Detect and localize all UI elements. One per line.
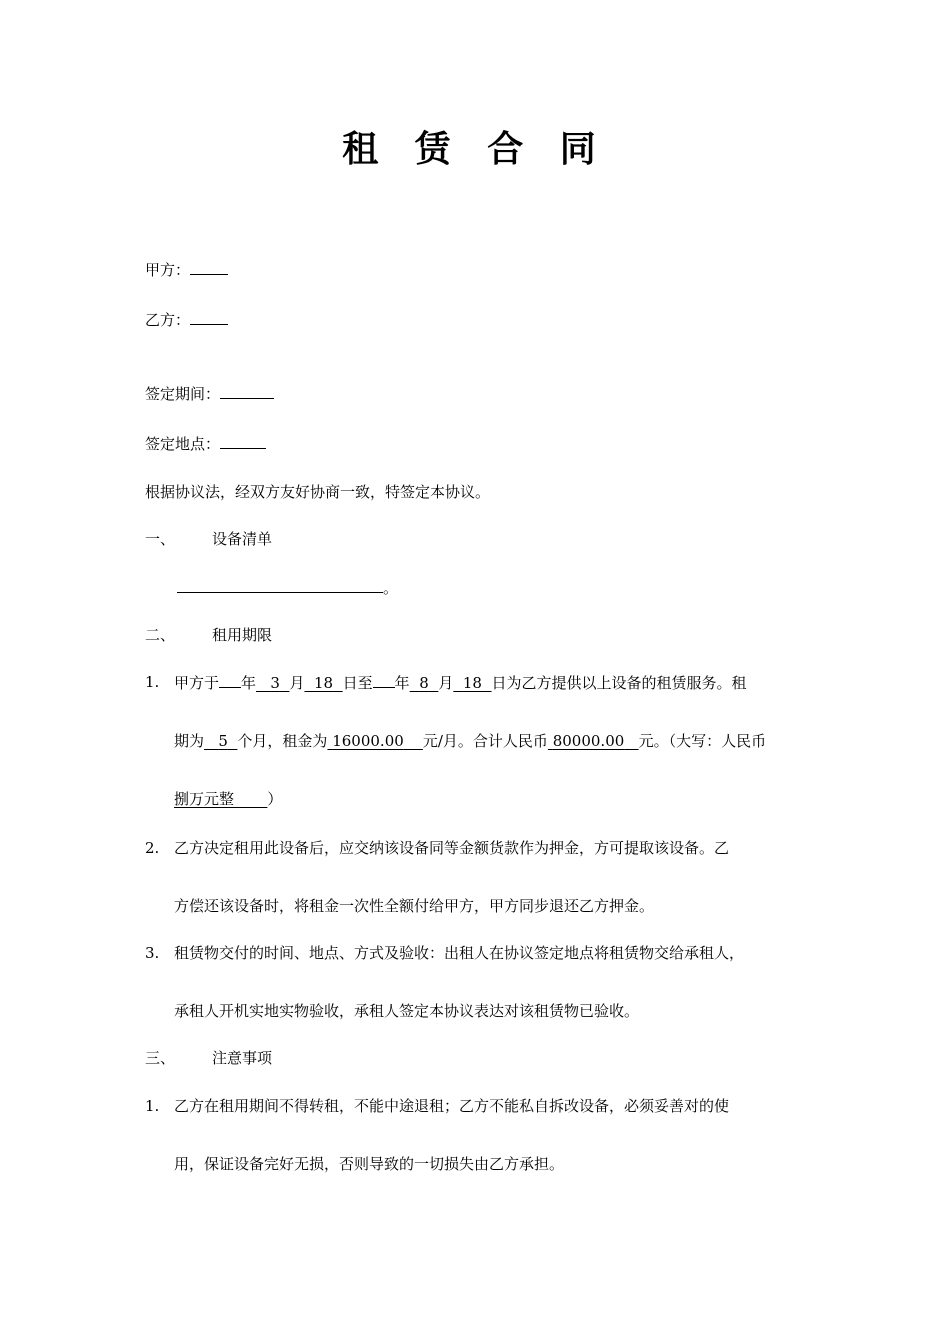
section-title: 设备清单 [212, 530, 273, 548]
term-t1: 甲方于 [174, 674, 220, 692]
term-t6: 元。（大写：人民币 [638, 732, 767, 750]
party-a-blank[interactable] [190, 258, 228, 275]
total-words-value [174, 790, 267, 808]
section-number: 一、 [145, 530, 176, 548]
year1-blank[interactable] [219, 671, 241, 688]
intro-text: 根据协议法，经双方友好协商一致，特签定本协议。 [145, 483, 491, 501]
month1-value [256, 674, 289, 692]
months-number: 5 [218, 732, 228, 750]
item-line-1: 租赁物交付的时间、地点、方式及验收：出租人在协议签定地点将租赁物交给承租人， [174, 944, 745, 962]
equipment-list-end: 。 [383, 579, 399, 597]
month2-number: 8 [419, 674, 429, 692]
day1-value [304, 674, 342, 692]
term-t4: 个月，租金为 [237, 732, 328, 750]
section-title: 注意事项 [212, 1049, 273, 1067]
day1-number: 18 [314, 674, 334, 692]
day1-unit: 日至 [342, 674, 373, 692]
party-b-blank[interactable] [190, 308, 228, 325]
item-line-1: 乙方决定租用此设备后，应交纳该设备同等金额货款作为押金，方可提取该设备。乙 [174, 839, 730, 857]
item-line-2: 承租人开机实地实物验收，承租人签定本协议表达对该租赁物已验收。 [174, 1002, 640, 1020]
sign-place-line [145, 432, 266, 455]
party-a-label: 甲方： [145, 261, 191, 279]
section-title: 租用期限 [212, 626, 273, 644]
rent-number: 16000.00 [332, 732, 404, 750]
months-value [204, 732, 237, 750]
sign-date-blank[interactable] [220, 382, 274, 399]
item-number: 1. [145, 673, 160, 691]
term-line-2 [174, 730, 766, 752]
month2-unit: 月 [438, 674, 454, 692]
term-t5: 元/月。合计人民币 [422, 732, 548, 750]
term-line-3 [174, 788, 282, 810]
rent-value [327, 732, 422, 750]
party-b-label: 乙方： [145, 311, 191, 329]
section-number: 二、 [145, 626, 176, 644]
day2-number: 18 [462, 674, 482, 692]
item-line-2: 用，保证设备完好无损，否则导致的一切损失由乙方承担。 [174, 1155, 565, 1173]
total-words-text: 捌万元整 [174, 790, 235, 808]
item-line-2: 方偿还该设备时，将租金一次性全额付给甲方，甲方同步退还乙方押金。 [174, 897, 655, 915]
total-value [548, 732, 639, 750]
party-b-line [145, 308, 228, 331]
sign-place-blank[interactable] [220, 432, 266, 449]
total-number: 80000.00 [552, 732, 625, 750]
year2-blank[interactable] [373, 671, 395, 688]
page-title: 租 赁 合 同 [342, 128, 608, 170]
item-number: 2. [145, 839, 160, 857]
sign-place-label: 签定地点： [145, 435, 221, 453]
term-text-1 [174, 671, 747, 694]
year2-unit: 年 [394, 674, 410, 692]
equipment-list-line [177, 576, 398, 599]
sign-date-label: 签定期间： [145, 385, 221, 403]
month1-number: 3 [270, 674, 280, 692]
section-number: 三、 [145, 1049, 176, 1067]
item-number: 3. [145, 944, 160, 962]
term-t7: ） [267, 790, 283, 808]
month2-value [410, 674, 439, 692]
sign-date-line [145, 382, 274, 405]
year1-unit: 年 [241, 674, 257, 692]
item-number: 1. [145, 1097, 160, 1115]
term-t3: 期为 [174, 732, 205, 750]
party-a-line [145, 258, 228, 281]
equipment-list-blank[interactable] [177, 576, 383, 593]
item-line-1: 乙方在租用期间不得转租，不能中途退租；乙方不能私自拆改设备，必须妥善对的使 [174, 1097, 730, 1115]
day2-value [453, 674, 491, 692]
month1-unit: 月 [289, 674, 305, 692]
term-t2: 日为乙方提供以上设备的租赁服务。租 [491, 674, 747, 692]
